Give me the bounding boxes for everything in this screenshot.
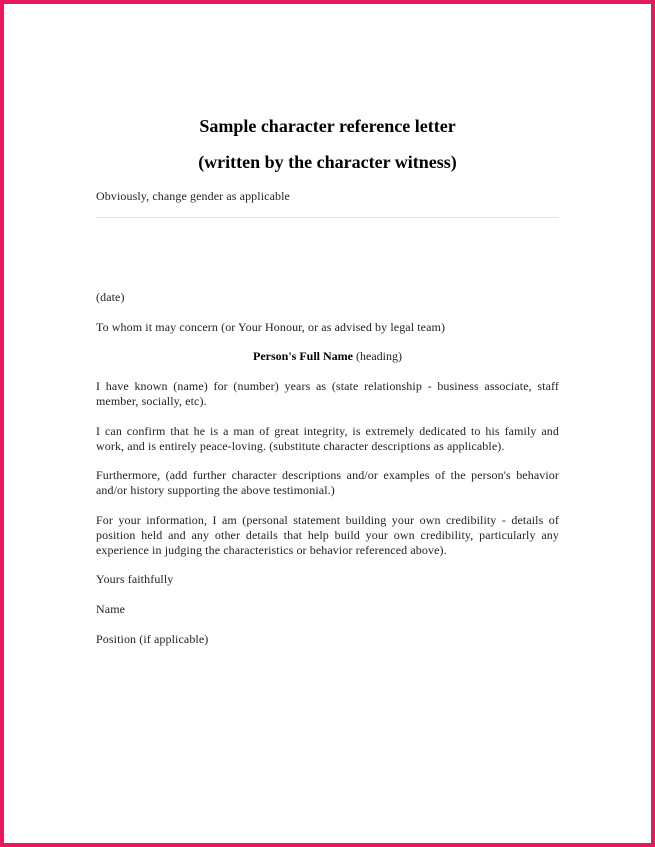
signature-position: Position (if applicable) [96, 632, 209, 646]
signature-name: Name [96, 602, 126, 616]
date-placeholder: (date) [96, 290, 125, 304]
gender-note: Obviously, change gender as applicable [96, 189, 290, 203]
salutation: To whom it may concern (or Your Honour, or as advised by legal team) [96, 320, 446, 334]
paragraph-credibility: For your information, I am (personal statement building your own credibility - details of position held and any other details that help build your own credibility, particularly any experience in judging the characteristics or behavior referenced above). [96, 513, 559, 557]
paragraph-relationship: I have known (name) for (number) years as (state relationship - business associate, staff member, socially, etc). [96, 379, 559, 408]
paragraph-furthermore: Furthermore, (add further character descriptions and/or examples of the person's behavior and/or history supporting the above testimonial.) [96, 468, 559, 497]
letter-subtitle: (written by the character witness) [198, 152, 457, 172]
closing: Yours faithfully [96, 572, 174, 586]
person-full-name: Person's Full Name [253, 349, 353, 363]
divider-line [96, 217, 559, 218]
person-heading [96, 349, 559, 364]
letter-title: Sample character reference letter [199, 116, 456, 136]
paragraph-integrity: I can confirm that he is a man of great integrity, is extremely dedicated to his family and work, and is entirely peace-loving. (substitute character descriptions as applicable). [96, 424, 559, 453]
heading-note: (heading) [356, 349, 402, 363]
